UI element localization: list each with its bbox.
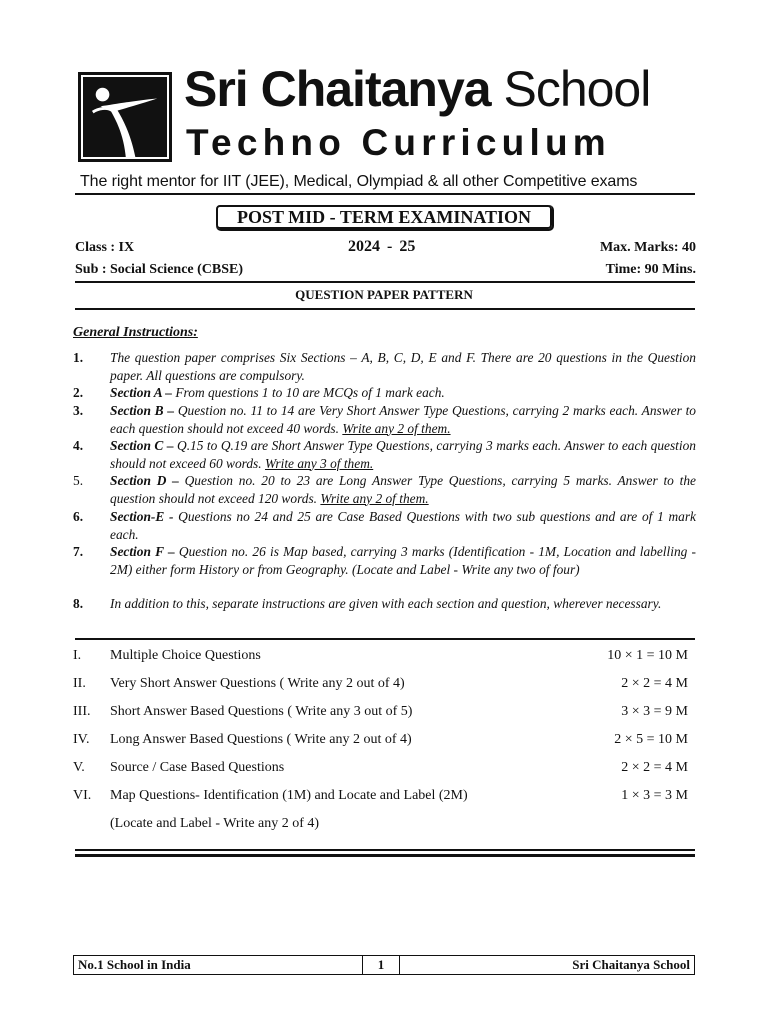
logo-figure-icon: [81, 75, 169, 159]
section-lead: Section A –: [110, 385, 173, 400]
summary-label: Map Questions- Identification (1M) and Locate and Label (2M): [110, 788, 468, 803]
instruction-text: Section D – Question no. 20 to 23 are Long Answer Type Questions, carrying 5 marks. Answer to the question should not exceed 120 words. Write any 2 of them.: [110, 473, 696, 506]
instruction-number: 2.: [73, 385, 84, 400]
summary-label: Multiple Choice Questions: [110, 648, 261, 663]
summary-note-text: (Locate and Label - Write any 2 of 4): [110, 816, 320, 831]
summary-marks: 1 × 3 = 3 M: [621, 788, 688, 803]
summary-marks: 2 × 2 = 4 M: [621, 760, 688, 775]
instruction-number: 6.: [73, 509, 84, 524]
section-lead: Section B –: [110, 403, 175, 418]
instruction-number: 1.: [73, 350, 84, 365]
brand-name: [184, 61, 651, 117]
divider: [75, 638, 695, 640]
divider: [75, 308, 695, 310]
instructions-heading: General Instructions:: [73, 325, 198, 340]
header-divider: [75, 193, 695, 195]
instruction-number: 7.: [73, 544, 84, 559]
summary-number: III.: [73, 704, 91, 719]
section-lead: Section F –: [110, 544, 175, 559]
subject-label: Sub : Social Science (CBSE): [75, 262, 244, 277]
instruction-number: 5.: [73, 473, 84, 488]
instruction-number: 4.: [73, 438, 84, 453]
summary-label: Source / Case Based Questions: [110, 760, 285, 775]
instruction-emphasis: Write any 2 of them.: [342, 420, 451, 436]
summary-number: II.: [73, 676, 86, 691]
instruction-text: The question paper comprises Six Sections – A, B, C, D, E and F. There are 20 questions in the Question paper. All questions are compulsory.: [110, 350, 696, 383]
max-marks: Max. Marks: 40: [599, 240, 696, 255]
instruction-number: 8.: [73, 596, 84, 611]
summary-label: Very Short Answer Questions ( Write any 2 out of 4): [110, 676, 405, 691]
time-label: Time: 90 Mins.: [605, 262, 696, 277]
summary-marks: 2 × 2 = 4 M: [621, 676, 688, 691]
instruction-text: Section F – Question no. 26 is Map based, carrying 3 marks (Identification - 1M, Location and labelling - 2M) either form History or from Geography. (Locate and Label - Write any two of four): [110, 544, 696, 577]
divider-thick: [75, 854, 695, 857]
tagline: The right mentor for IIT (JEE), Medical, Olympiad & all other Competitive exams: [80, 173, 638, 190]
summary-number: I.: [73, 648, 82, 663]
section-lead: Section D –: [110, 473, 179, 488]
footer-school-name: Sri Chaitanya School: [572, 957, 690, 972]
instruction-text: Section A – From questions 1 to 10 are MCQs of 1 mark each.: [110, 385, 445, 400]
instruction-emphasis: Write any 3 of them.: [264, 455, 374, 471]
footer-tagline: No.1 School in India: [78, 957, 191, 972]
pattern-title: QUESTION PAPER PATTERN: [295, 287, 473, 302]
instruction-text: In addition to this, separate instructions are given with each section and question, wherever necessary.: [110, 596, 662, 611]
summary-number: IV.: [73, 732, 90, 747]
instruction-text: Section B – Question no. 11 to 14 are Very Short Answer Type Questions, carrying 2 marks each. Answer to each question should not exceed 40 words. Write any 2 of them.: [110, 403, 697, 436]
instruction-text: Section C – Q.15 to Q.19 are Short Answer Type Questions, carrying 3 marks each. Answer to each question should not exceed 60 words. Write any 3 of them.: [110, 438, 696, 471]
instruction-number: 3.: [73, 403, 84, 418]
summary-number: V.: [73, 760, 85, 775]
summary-label: Short Answer Based Questions ( Write any 3 out of 5): [110, 704, 413, 719]
exam-title: POST MID - TERM EXAMINATION: [216, 205, 552, 229]
summary-marks: 3 × 3 = 9 M: [621, 704, 688, 719]
instruction-emphasis: Write any 2 of them.: [320, 490, 429, 506]
section-lead: Section C –: [110, 438, 174, 453]
divider: [75, 281, 695, 283]
brand-name-school: School: [503, 61, 651, 117]
divider: [75, 849, 695, 851]
summary-marks: 10 × 1 = 10 M: [607, 648, 688, 663]
summary-number: VI.: [73, 788, 92, 803]
instruction-text: Section-E - Questions no 24 and 25 are Case Based Questions with two sub questions and are of 1 mark each.: [110, 509, 696, 542]
page-number: 1: [362, 956, 400, 974]
brand-name-bold: Sri Chaitanya: [184, 61, 491, 117]
brand-subtitle: Techno Curriculum: [186, 122, 611, 163]
class-label: Class : IX: [75, 240, 135, 255]
page-footer: [73, 955, 695, 975]
summary-marks: 2 × 5 = 10 M: [614, 732, 688, 747]
section-lead: Section-E -: [110, 509, 174, 524]
academic-year: 2024 - 25: [348, 238, 416, 255]
school-logo: [78, 72, 172, 162]
summary-label: Long Answer Based Questions ( Write any 2 out of 4): [110, 732, 412, 747]
